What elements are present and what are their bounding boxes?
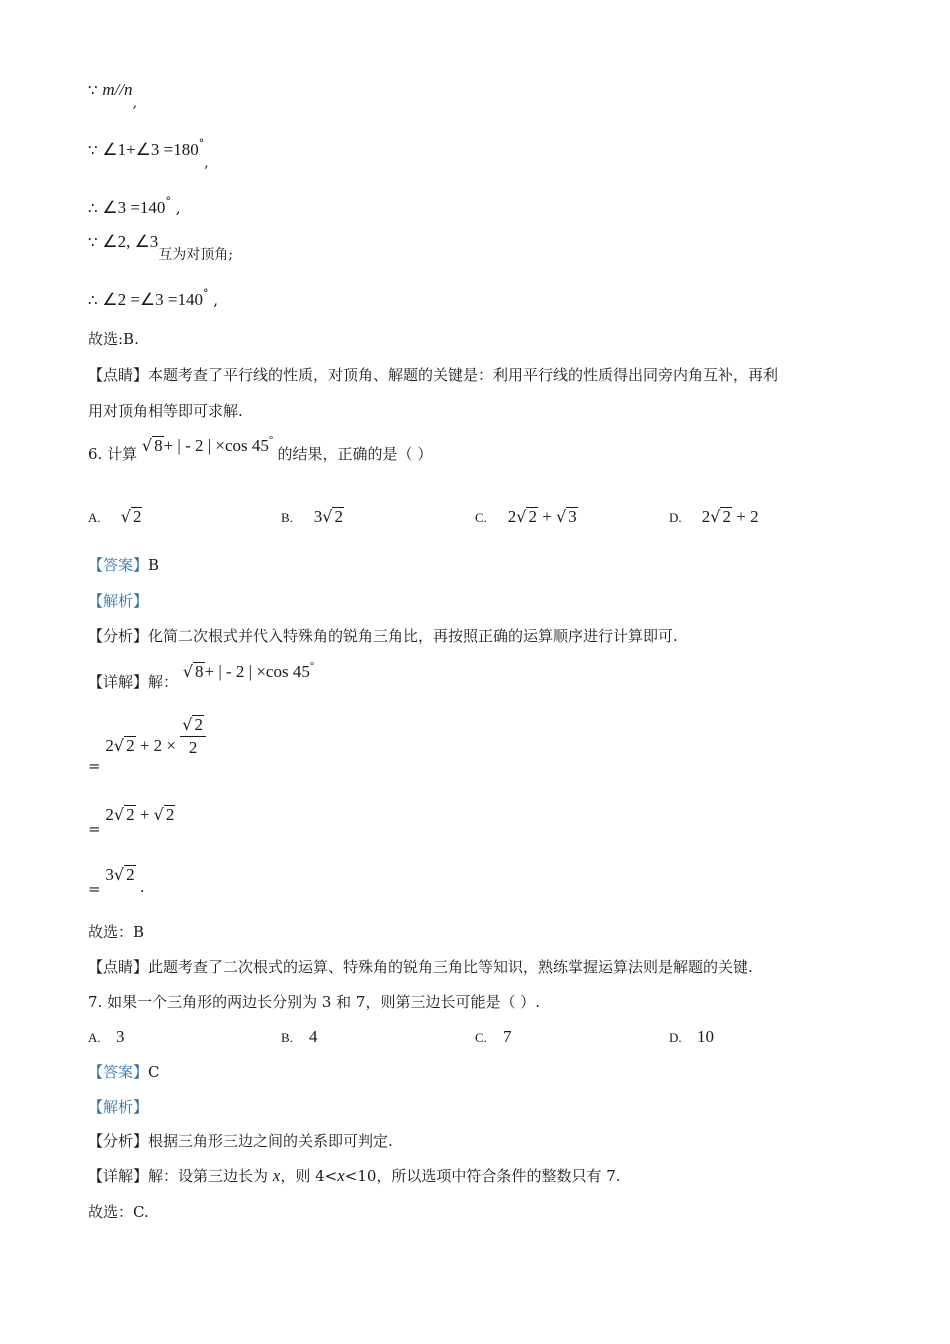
q6-step-1 <box>88 715 206 775</box>
fenxi-text: 化简二次根式并代入特殊角的锐角三角比，再按照正确的运算顺序进行计算即可. <box>148 627 678 645</box>
detail-label: 【详解】 <box>88 673 149 691</box>
comment-label: 【点睛】 <box>88 366 149 384</box>
question-7-stem: 7. 如果一个三角形的两边长分别为 3 和 7，则第三边长可能是（ ）. <box>88 993 541 1011</box>
variable-x: x <box>272 1166 281 1185</box>
step-expression: 3√ 2 <box>105 865 135 884</box>
math-expression: ∠1+∠3 =180 <box>102 140 199 159</box>
therefore-symbol: ∴ <box>88 291 98 309</box>
because-symbol: ∵ <box>88 81 98 99</box>
option-label: C. <box>475 1030 487 1045</box>
option-value: 2√ 2 + 2 <box>701 507 759 526</box>
step-expression: 2√ 2 + √ 2 <box>105 805 175 824</box>
option-value: 7 <box>503 1027 512 1046</box>
option-d[interactable] <box>669 498 759 527</box>
equals-sign: = <box>88 880 101 898</box>
option-value: 4 <box>309 1027 318 1046</box>
punctuation: , <box>213 291 219 309</box>
math-expression: ∠3 =140 <box>102 198 166 217</box>
detail-text: <10，所以选项中符合条件的整数只有 7. <box>344 1167 621 1185</box>
variable-x: x <box>337 1166 345 1185</box>
q6-detail <box>88 660 315 694</box>
option-value: 3 <box>116 1027 125 1046</box>
answer-label: 【答案】 <box>88 556 149 574</box>
question-expression: √ 8+ | - 2 | ×cos 45° <box>141 434 274 455</box>
option-a[interactable] <box>88 498 142 527</box>
math-expression: ∠2, ∠3 <box>102 232 159 251</box>
equals-sign: = <box>88 756 101 775</box>
punctuation: , <box>175 199 181 217</box>
detail-expression: √ 8+ | - 2 | ×cos 45° <box>182 660 315 681</box>
comment-text: 此题考查了二次根式的运算、特殊角的锐角三角比等知识，熟练掌握运算法则是解题的关键. <box>148 958 753 976</box>
option-label: A. <box>88 510 101 525</box>
q6-choice: 故选：B <box>88 923 145 941</box>
option-d[interactable] <box>669 1027 714 1047</box>
option-label: B. <box>281 1030 293 1045</box>
option-b[interactable] <box>281 1027 318 1047</box>
punctuation: , <box>132 95 138 111</box>
option-value: √ 2 <box>120 507 142 526</box>
comment-label: 【点睛】 <box>88 958 149 976</box>
option-label: A. <box>88 1030 101 1045</box>
option-c[interactable] <box>475 498 578 527</box>
question-6-stem <box>88 434 433 466</box>
detail-text: 解：设第三边长为 <box>148 1167 273 1185</box>
because-symbol: ∵ <box>88 141 98 159</box>
answer-value: C <box>148 1063 160 1081</box>
option-label: C. <box>475 510 487 525</box>
q6-analysis-label: 【解析】 <box>88 592 149 610</box>
proof-comment-cont: 用对顶角相等即可求解. <box>88 402 243 420</box>
question-suffix: 的结果，正确的是（ ） <box>277 445 433 463</box>
math-expression: m//n <box>102 80 133 99</box>
q6-comment <box>88 957 753 977</box>
q7-answer <box>88 1062 160 1082</box>
punctuation: . <box>139 878 145 896</box>
fenxi-text: 根据三角形三边之间的关系即可判定. <box>148 1132 393 1150</box>
option-value: 2√ 2 + √ 3 <box>507 507 577 526</box>
proof-line-5 <box>88 287 219 312</box>
proof-choice: 故选:B. <box>88 330 139 348</box>
fenxi-label: 【分析】 <box>88 1132 149 1150</box>
equals-sign: = <box>88 820 101 838</box>
q6-answer <box>88 555 159 575</box>
q7-analysis-label: 【解析】 <box>88 1098 149 1116</box>
degree-sign: ° <box>202 287 209 300</box>
option-c[interactable] <box>475 1027 512 1047</box>
because-symbol: ∵ <box>88 233 98 251</box>
question-number: 6. 计算 <box>88 445 138 463</box>
fraction: $\frac{√ 2}{2}$ <box>180 714 206 759</box>
fenxi-label: 【分析】 <box>88 627 149 645</box>
q6-fenxi <box>88 626 678 646</box>
option-b[interactable] <box>281 498 344 527</box>
degree-sign: ° <box>198 137 205 150</box>
option-label: B. <box>281 510 293 525</box>
proof-line-4 <box>88 232 234 263</box>
option-a[interactable] <box>88 1027 125 1047</box>
therefore-symbol: ∴ <box>88 199 98 217</box>
q7-fenxi <box>88 1131 393 1151</box>
option-value: 10 <box>697 1027 714 1046</box>
comment-text: 本题考查了平行线的性质，对顶角、解题的关键是：利用平行线的性质得出同旁内角互补，再利 <box>148 366 779 384</box>
proof-line-3 <box>88 195 181 220</box>
answer-label: 【答案】 <box>88 1063 149 1081</box>
detail-prefix: 解： <box>148 673 179 691</box>
proof-comment <box>88 365 778 385</box>
q6-step-2 <box>88 805 175 838</box>
relation-text: 互为对顶角; <box>158 247 234 263</box>
answer-value: B <box>148 556 160 574</box>
q6-step-3 <box>88 865 145 898</box>
proof-line-1 <box>88 80 138 111</box>
option-label: D. <box>669 510 682 525</box>
punctuation: , <box>204 155 209 171</box>
step-expression: 2√ 2 + 2 × <box>105 735 176 755</box>
option-label: D. <box>669 1030 682 1045</box>
q7-choice: 故选：C. <box>88 1203 149 1221</box>
degree-sign: ° <box>165 195 171 208</box>
option-value: 3√ 2 <box>313 507 343 526</box>
math-expression: ∠2 =∠3 =140 <box>102 290 203 309</box>
q7-detail <box>88 1166 621 1186</box>
proof-line-2 <box>88 137 209 171</box>
detail-label: 【详解】 <box>88 1167 149 1185</box>
detail-text: ，则 4< <box>280 1167 338 1185</box>
